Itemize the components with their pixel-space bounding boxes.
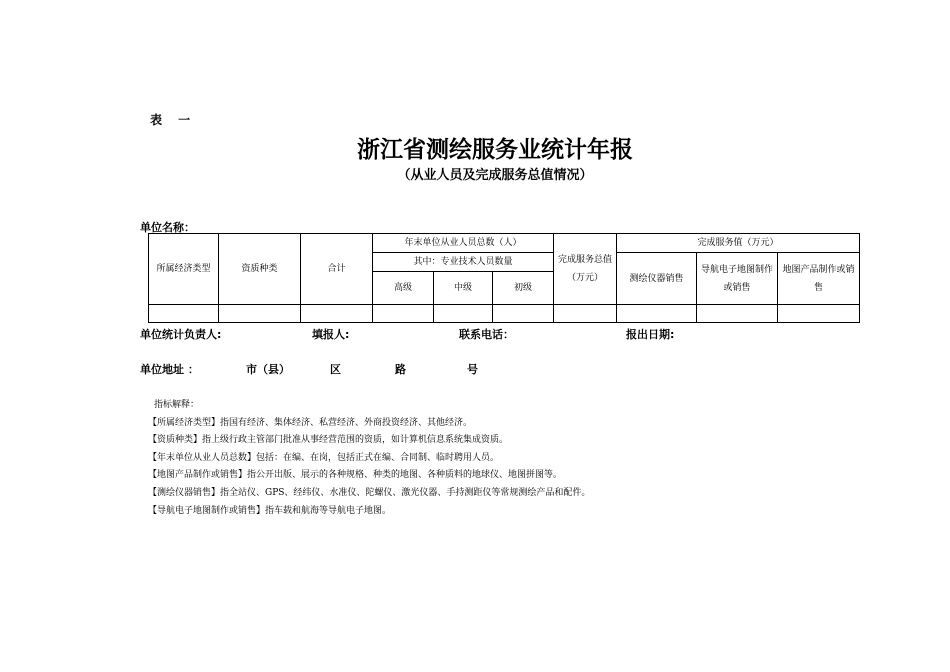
- note-text: 指国有经济、集体经济、私营经济、外商投资经济、其他经济。: [220, 417, 473, 428]
- cell-instrument-sales[interactable]: [617, 305, 697, 323]
- note-text: 包括：在编、在岗，包括正式在编、合同制、临时聘用人员。: [256, 452, 500, 463]
- cell-service-total[interactable]: [554, 305, 617, 323]
- cell-economy-type[interactable]: [149, 305, 219, 323]
- note-text: 指上级行政主管部门批准从事经营范围的资质，如计算机信息系统集成资质。: [202, 435, 509, 446]
- header-qualification: 资质种类: [219, 234, 301, 305]
- notes-heading: 指标解释：: [154, 400, 200, 410]
- note-term: 【资质种类】: [148, 435, 203, 446]
- header-economy-type: 所属经济类型: [149, 234, 219, 305]
- address-number: 号: [467, 363, 478, 376]
- filler-label: 填报人:: [312, 328, 350, 341]
- address-city: 市（县）: [246, 363, 290, 376]
- note-text: 指全站仪、GPS、经纬仪、水准仪、陀螺仪、激光仪器、手持测距仪等常规测绘产品和配件。: [220, 487, 591, 498]
- cell-middle[interactable]: [434, 305, 493, 323]
- note-term: 【测绘仪器销售】: [148, 487, 221, 498]
- unit-name-label: 单位名称：: [140, 221, 195, 234]
- indicator-notes: [148, 397, 590, 520]
- note-item: [148, 503, 590, 521]
- note-item: [148, 450, 590, 468]
- note-item: [148, 467, 590, 485]
- note-term: 【所属经济类型】: [148, 417, 221, 428]
- table-number-label: 表 一: [150, 113, 197, 127]
- cell-nav-map[interactable]: [697, 305, 778, 323]
- report-subtitle: （从业人员及完成服务总值情况）: [397, 168, 593, 183]
- address-road: 路: [395, 363, 406, 376]
- header-instrument-sales: 测绘仪器销售: [617, 253, 697, 305]
- header-tech-subgroup: 其中：专业技术人员数量: [373, 253, 554, 272]
- header-service-total: 完成服务总值（万元）: [554, 234, 617, 305]
- report-date-label: 报出日期:: [626, 328, 675, 341]
- note-term: 【地图产品制作或销售】: [148, 470, 248, 481]
- cell-senior[interactable]: [373, 305, 434, 323]
- note-term: 【年末单位从业人员总数】: [148, 452, 257, 463]
- note-term: 【导航电子地图制作或销售】: [148, 505, 266, 516]
- contact-phone-label: 联系电话：: [459, 328, 514, 341]
- header-staff-group: 年末单位从业人员总数（人）: [373, 234, 554, 253]
- cell-total[interactable]: [301, 305, 373, 323]
- header-total: 合计: [301, 234, 373, 305]
- cell-map-product[interactable]: [778, 305, 860, 323]
- note-text: 指车载和航海等导航电子地图。: [265, 505, 392, 516]
- report-title: 浙江省测绘服务业统计年报: [357, 137, 633, 163]
- header-map-product: 地图产品制作或销售: [778, 253, 860, 305]
- cell-junior[interactable]: [493, 305, 554, 323]
- stats-lead-label: 单位统计负责人:: [140, 328, 222, 341]
- table-row: [149, 305, 860, 323]
- header-middle: 中级: [434, 272, 493, 305]
- cell-qualification[interactable]: [219, 305, 301, 323]
- statistics-table: [148, 233, 860, 323]
- note-item: [148, 415, 590, 433]
- header-service-value-group: 完成服务值（万元）: [617, 234, 860, 253]
- header-junior: 初级: [493, 272, 554, 305]
- address-district: 区: [330, 363, 341, 376]
- note-text: 指公开出版、展示的各种规格、种类的地图、各种质料的地球仪、地图拼图等。: [247, 470, 563, 481]
- address-label: 单位地址 ：: [140, 363, 199, 376]
- note-item: [148, 432, 590, 450]
- note-item: [148, 485, 590, 503]
- header-senior: 高级: [373, 272, 434, 305]
- header-nav-map: 导航电子地图制作或销售: [697, 253, 778, 305]
